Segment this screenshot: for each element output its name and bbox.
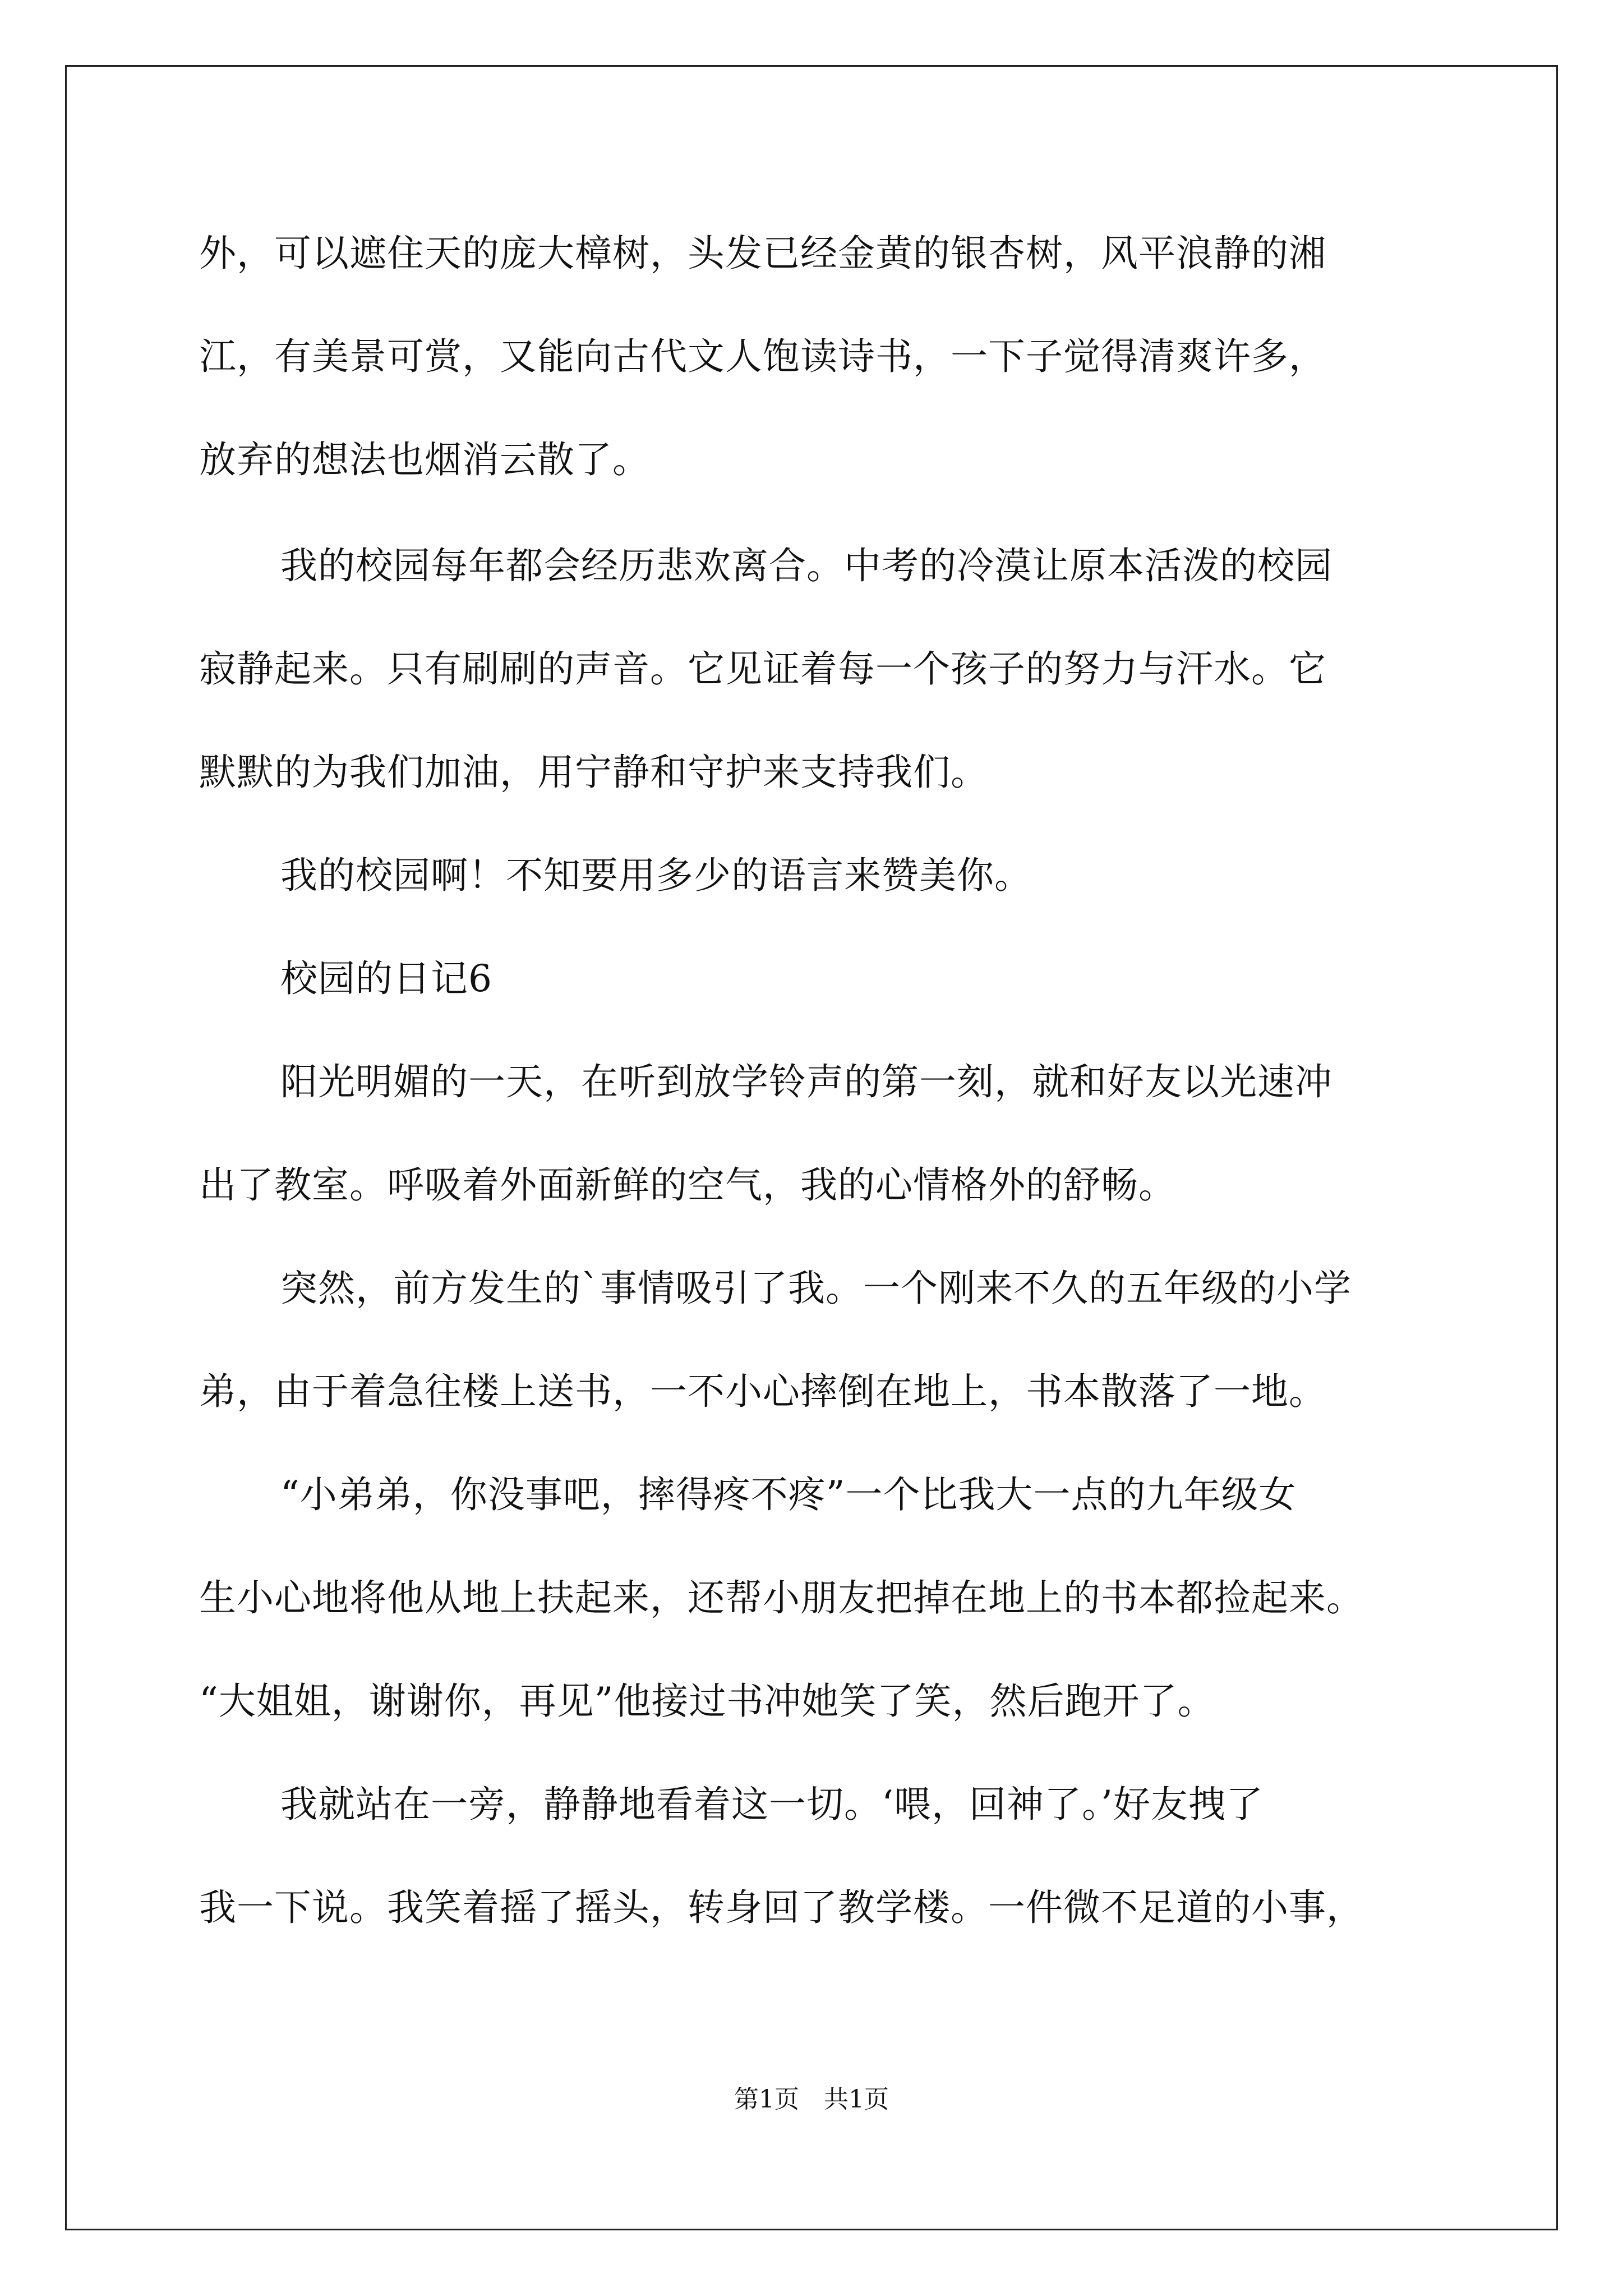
paragraph-first-line: 突然，前方发生的`事情吸引了我。一个刚来不久的五年级的小学 [280,1267,1352,1310]
text-line: “大姐姐，谢谢你，再见”他接过书冲她笑了笑，然后跑开了。 [199,1680,1215,1723]
text-line: 默默的为我们加油，用宁静和守护来支持我们。 [199,751,988,794]
paragraph-first-line: 阳光明媚的一天，在听到放学铃声的第一刻，就和好友以光速冲 [280,1060,1332,1103]
section-heading: 校园的日记6 [280,957,492,1000]
text-line: 寂静起来。只有刷刷的声音。它见证着每一个孩子的努力与汗水。它 [199,647,1326,691]
page-number-footer: 第1页 共1页 [734,2085,889,2114]
text-line: 我一下说。我笑着摇了摇头，转身回了教学楼。一件微不足道的小事， [199,1886,1364,1929]
text-line: 外，可以遮住天的庞大樟树，头发已经金黄的银杏树，风平浪静的湘 [199,232,1326,275]
text-line: 江，有美景可赏，又能向古代文人饱读诗书，一下子觉得清爽许多， [199,335,1326,378]
text-line: 出了教室。呼吸着外面新鲜的空气，我的心情格外的舒畅。 [199,1163,1176,1207]
text-line: 放弃的想法也烟消云散了。 [199,438,650,481]
paragraph-first-line: 我的校园啊！不知要用多少的语言来赞美你。 [280,854,1032,897]
paragraph-first-line: 我的校园每年都会经历悲欢离合。中考的冷漠让原本活泼的校园 [280,544,1332,587]
text-line: 弟，由于着急往楼上送书，一不小心摔倒在地上，书本散落了一地。 [199,1370,1326,1413]
paragraph-first-line: 我就站在一旁，静静地看着这一切。‘喂，回神了。’好友拽了 [280,1783,1264,1826]
text-line: 生小心地将他从地上扶起来，还帮小朋友把掉在地上的书本都捡起来。 [199,1576,1364,1619]
paragraph-first-line: “小弟弟，你没事吧，摔得疼不疼”一个比我大一点的九年级女 [280,1473,1297,1516]
